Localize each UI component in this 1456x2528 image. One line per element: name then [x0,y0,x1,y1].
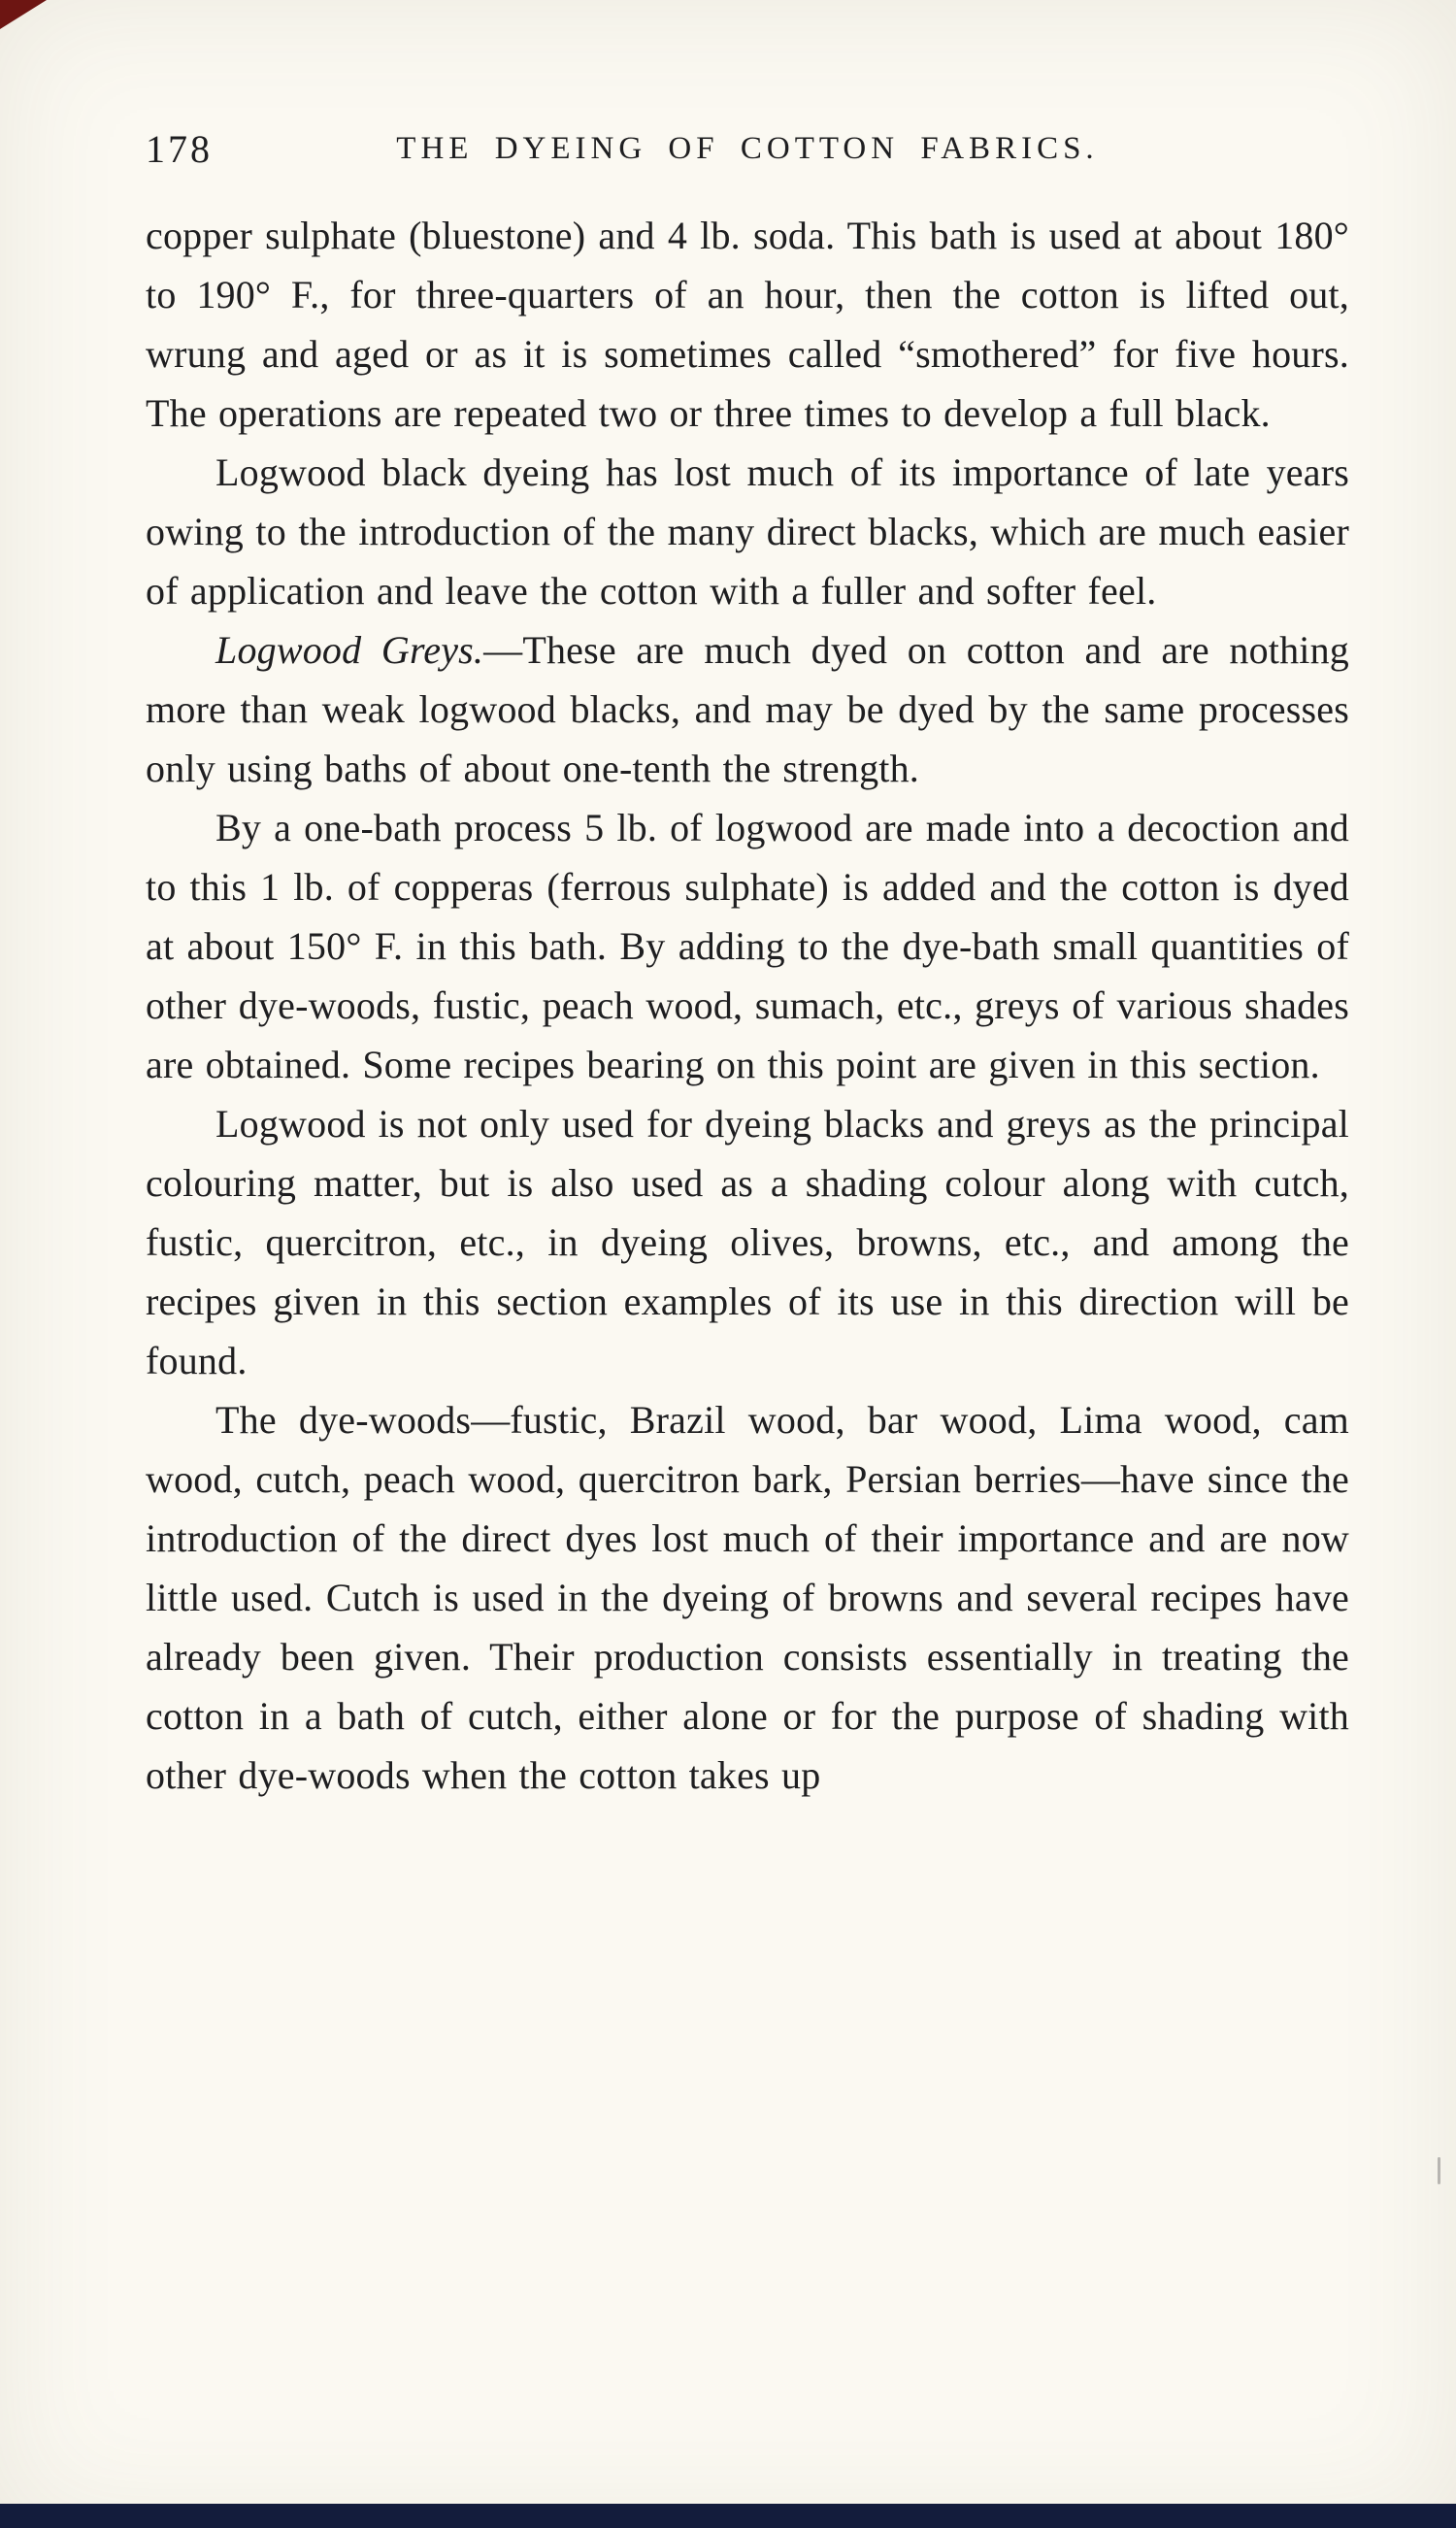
scan-edge-bar [0,2504,1456,2528]
paragraph: The dye-woods—fustic, Brazil wood, bar wood, Lima wood, cam wood, cutch, peach wood, quercitron bark, Persian berries—have since the introduction of the direct dyes lost much of their importance and are now little used. Cutch is used in the dyeing of browns and several recipes have already been given. Their production consists essentially in treating the cotton in a bath of cutch, either alone or for the purpose of shading with other dye-woods when the cotton takes up [146,1398,1349,1797]
paragraph: By a one-bath process 5 lb. of logwood are made into a decoction and to this 1 lb. of copperas (ferrous sulphate) is added and the cotton is dyed at about 150° F. in this bath. By adding to the dye-bath small quantities of other dye-woods, fustic, peach wood, sumach, etc., greys of various shades are obtained. Some recipes bearing on this point are given in this section. [146,806,1349,1086]
running-head: THE DYEING OF COTTON FABRICS. [396,131,1099,166]
text-block [146,206,1349,1805]
paragraph: Logwood Greys.—These are much dyed on cotton and are nothing more than weak logwood blacks, and may be dyed by the same processes only using baths of about one-tenth the strength. [146,628,1349,790]
scan-margin-mark [1438,2157,1440,2184]
paragraph: Logwood is not only used for dyeing blacks and greys as the principal colouring matter, but is also used as a shading colour along with cutch, fustic, quercitron, etc., in dyeing olives, browns, etc., and among the recipes given in this section examples of its use in this direction will be found. [146,1102,1349,1382]
page-number: 178 [146,127,213,171]
page-header [146,124,1349,177]
paragraph-lead-italic: Logwood Greys. [215,628,484,672]
paragraph: copper sulphate (bluestone) and 4 lb. soda. This bath is used at about 180° to 190° F., for three-quarters of an hour, then the cotton is lifted out, wrung and aged or as it is sometimes called “smothered” for five hours. The operations are repeated two or three times to develop a full black. [146,214,1349,435]
paragraph: Logwood black dyeing has lost much of its importance of late years owing to the introduction of the many direct blacks, which are much easier of application and leave the cotton with a fuller and softer feel. [146,450,1349,613]
scan-corner-stain [0,0,47,29]
